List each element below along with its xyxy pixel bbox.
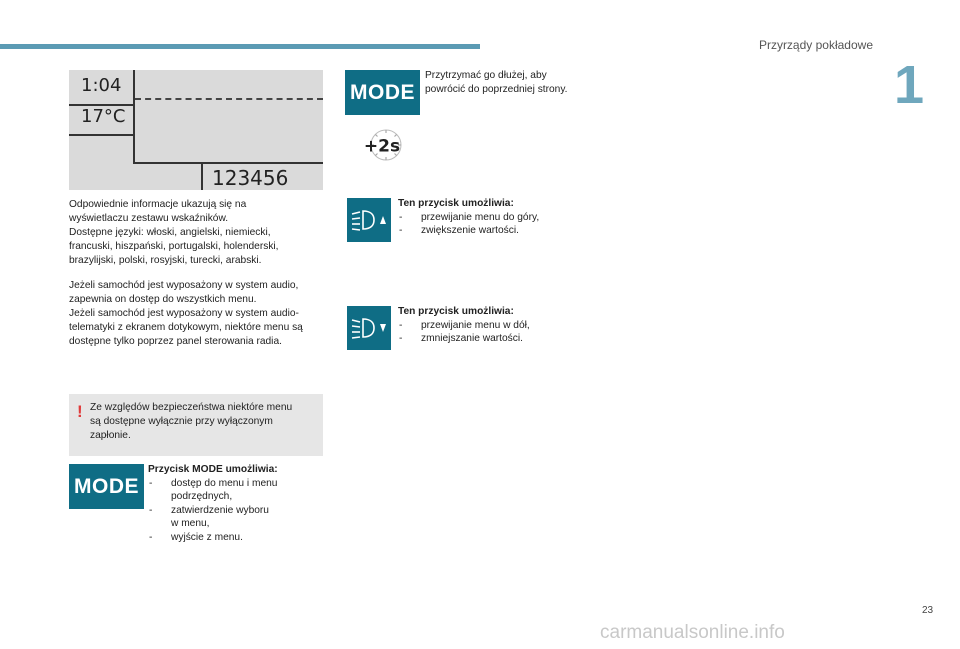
mode-button-illustration-hold: MODE: [345, 70, 420, 115]
text-line: Dostępne języki: włoski, angielski, niemiecki,: [69, 227, 271, 238]
text-line: zapłonie.: [90, 430, 131, 441]
mode-button-illustration: MODE: [69, 464, 144, 509]
section-title: Przyrządy pokładowe: [758, 38, 873, 52]
header-accent-bar: [0, 44, 480, 49]
text-line: są dostępne wyłącznie przy wyłączonym: [90, 416, 273, 427]
display-odometer: 123456: [212, 166, 289, 190]
watermark: carmanualsonline.info: [600, 622, 785, 643]
display-dashed-line: [135, 98, 323, 100]
list-heading: Ten przycisk umożliwia:: [398, 306, 514, 317]
display-divider-temp: [69, 134, 133, 136]
text-line: powrócić do poprzedniej strony.: [425, 84, 568, 95]
warning-text: [90, 401, 316, 443]
display-divider-vertical: [133, 70, 135, 164]
text-line: zapewnia on dostęp do wszystkich menu.: [69, 294, 257, 305]
text-line: francuski, hiszpański, portugalski, holenderski,: [69, 241, 279, 252]
hold-two-seconds-icon: [360, 127, 404, 163]
scroll-down-description: [398, 305, 598, 346]
safety-warning-box: [69, 394, 323, 456]
text-line: Odpowiednie informacje ukazują się na: [69, 199, 247, 210]
display-temperature: 17°C: [81, 106, 126, 127]
list-heading: Przycisk MODE umożliwia:: [148, 464, 278, 475]
display-divider-bottom: [133, 162, 323, 164]
text-line: Jeżeli samochód jest wyposażony w system audio,: [69, 280, 299, 291]
list-item: - zmniejszanie wartości.: [398, 332, 598, 346]
audio-system-paragraph: [69, 279, 329, 349]
list-item: - zwiększenie wartości.: [398, 224, 598, 238]
list-item: - przewijanie menu w dół,: [398, 319, 598, 333]
instrument-display-illustration: [69, 70, 323, 190]
text-line: Ze względów bezpieczeństwa niektóre menu: [90, 402, 293, 413]
scroll-up-description: [398, 197, 598, 238]
text-line: wyświetlaczu zestawu wskaźników.: [69, 213, 229, 224]
list-item: - wyjście z menu.: [148, 531, 323, 545]
chapter-number: 1: [894, 55, 925, 115]
warning-exclamation-icon: !: [77, 402, 83, 421]
list-item: - zatwierdzenie wyboru w menu,: [148, 504, 323, 531]
display-divider-odo: [201, 162, 203, 190]
list-heading: Ten przycisk umożliwia:: [398, 198, 514, 209]
text-line: brazylijski, polski, rosyjski, turecki, arabski.: [69, 255, 262, 266]
scroll-up-button-illustration: [347, 198, 391, 242]
page-number: 23: [922, 605, 934, 616]
hold-icon-label: +2s: [363, 136, 401, 157]
list-item: - dostęp do menu i menu podrzędnych,: [148, 477, 323, 504]
display-time: 1:04: [81, 75, 122, 96]
text-line: Przytrzymać go dłużej, aby: [425, 70, 547, 81]
scroll-down-button-illustration: [347, 306, 391, 350]
text-line: telematyki z ekranem dotykowym, niektóre menu są: [69, 322, 303, 333]
mode-button-description: [148, 463, 323, 545]
hold-mode-text: [425, 69, 625, 97]
list-item: - przewijanie menu do góry,: [398, 211, 598, 225]
text-line: Jeżeli samochód jest wyposażony w system audio-: [69, 308, 299, 319]
text-line: dostępne tylko poprzez panel sterowania radia.: [69, 336, 282, 347]
languages-paragraph: [69, 198, 329, 268]
